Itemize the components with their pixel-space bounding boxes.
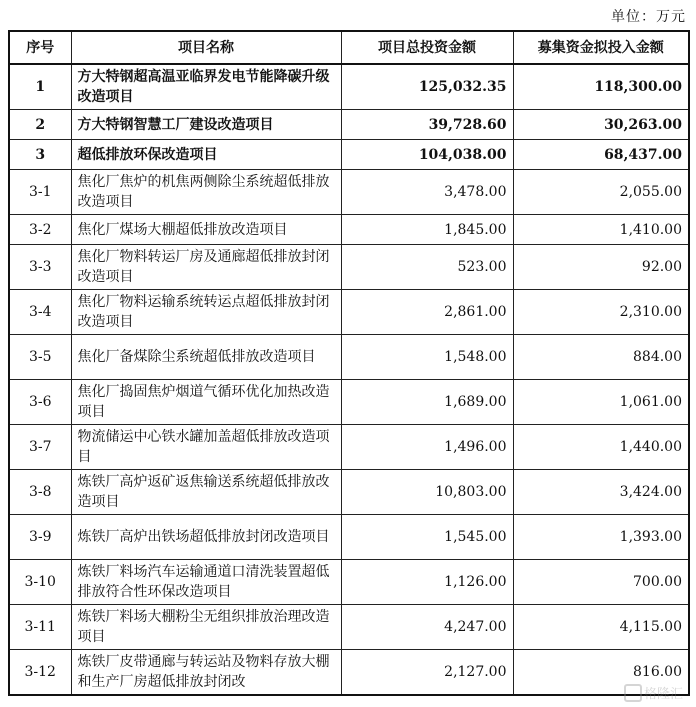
row-total: 1,545.00	[341, 515, 513, 560]
row-name: 焦化厂煤场大棚超低排放改造项目	[71, 215, 341, 245]
row-raised: 68,437.00	[513, 140, 689, 170]
watermark	[624, 683, 688, 701]
row-total: 125,032.35	[341, 64, 513, 110]
unit-label: 单位：万元	[611, 9, 686, 25]
row-name: 炼铁厂皮带通廊与转运站及物料存放大棚和生产厂房超低排放封闭改	[71, 650, 341, 696]
row-no: 2	[9, 110, 71, 140]
row-raised: 92.00	[513, 245, 689, 290]
row-raised: 700.00	[513, 560, 689, 605]
row-name: 超低排放环保改造项目	[71, 140, 341, 170]
table-body	[9, 64, 689, 695]
watermark-text: 格隆汇	[644, 687, 684, 702]
row-no: 3-1	[9, 170, 71, 215]
row-raised: 30,263.00	[513, 110, 689, 140]
row-name: 焦化厂物料转运厂房及通廊超低排放封闭改造项目	[71, 245, 341, 290]
table-row	[9, 64, 689, 110]
row-name: 炼铁厂料场汽车运输通道口清洗装置超低排放符合性环保改造项目	[71, 560, 341, 605]
row-raised: 1,410.00	[513, 215, 689, 245]
row-total: 3,478.00	[341, 170, 513, 215]
row-raised: 1,440.00	[513, 425, 689, 470]
table-row	[9, 140, 689, 170]
row-total: 39,728.60	[341, 110, 513, 140]
row-name: 焦化厂捣固焦炉烟道气循环优化加热改造项目	[71, 380, 341, 425]
investment-table	[8, 30, 690, 696]
row-raised: 1,393.00	[513, 515, 689, 560]
table-row	[9, 215, 689, 245]
header-total: 项目总投资金额	[341, 31, 513, 64]
row-name: 方大特钢智慧工厂建设改造项目	[71, 110, 341, 140]
row-name: 炼铁厂高炉返矿返焦输送系统超低排放改造项目	[71, 470, 341, 515]
watermark-logo-icon	[624, 684, 642, 702]
row-total: 104,038.00	[341, 140, 513, 170]
table-row	[9, 380, 689, 425]
row-name: 炼铁厂高炉出铁场超低排放封闭改造项目	[71, 515, 341, 560]
row-total: 10,803.00	[341, 470, 513, 515]
row-no: 3-12	[9, 650, 71, 696]
row-no: 3-8	[9, 470, 71, 515]
table-row	[9, 425, 689, 470]
table-header-row	[9, 31, 689, 64]
row-raised: 816.00	[513, 650, 689, 696]
row-total: 1,126.00	[341, 560, 513, 605]
row-name: 焦化厂物料运输系统转运点超低排放封闭改造项目	[71, 290, 341, 335]
row-raised: 118,300.00	[513, 64, 689, 110]
row-total: 4,247.00	[341, 605, 513, 650]
table-row	[9, 650, 689, 696]
row-raised: 2,055.00	[513, 170, 689, 215]
row-name: 焦化厂焦炉的机焦两侧除尘系统超低排放改造项目	[71, 170, 341, 215]
row-total: 523.00	[341, 245, 513, 290]
row-no: 3-3	[9, 245, 71, 290]
row-no: 3-5	[9, 335, 71, 380]
row-raised: 884.00	[513, 335, 689, 380]
table-row	[9, 110, 689, 140]
row-no: 3-2	[9, 215, 71, 245]
row-name: 方大特钢超高温亚临界发电节能降碳升级改造项目	[71, 64, 341, 110]
row-raised: 2,310.00	[513, 290, 689, 335]
table-row	[9, 470, 689, 515]
table-row	[9, 170, 689, 215]
header-raised: 募集资金拟投入金额	[513, 31, 689, 64]
table-row	[9, 605, 689, 650]
row-no: 3-10	[9, 560, 71, 605]
header-no: 序号	[9, 31, 71, 64]
table-row	[9, 335, 689, 380]
row-name: 焦化厂备煤除尘系统超低排放改造项目	[71, 335, 341, 380]
row-raised: 4,115.00	[513, 605, 689, 650]
row-no: 3-7	[9, 425, 71, 470]
header-name: 项目名称	[71, 31, 341, 64]
row-name: 物流储运中心铁水罐加盖超低排放改造项目	[71, 425, 341, 470]
row-total: 2,127.00	[341, 650, 513, 696]
table-row	[9, 245, 689, 290]
row-total: 1,548.00	[341, 335, 513, 380]
row-no: 3-11	[9, 605, 71, 650]
row-name: 炼铁厂料场大棚粉尘无组织排放治理改造项目	[71, 605, 341, 650]
row-no: 3-9	[9, 515, 71, 560]
row-raised: 3,424.00	[513, 470, 689, 515]
row-raised: 1,061.00	[513, 380, 689, 425]
row-no: 3	[9, 140, 71, 170]
row-total: 1,496.00	[341, 425, 513, 470]
table-row	[9, 290, 689, 335]
row-no: 3-6	[9, 380, 71, 425]
table-row	[9, 515, 689, 560]
row-no: 3-4	[9, 290, 71, 335]
row-total: 1,689.00	[341, 380, 513, 425]
table-row	[9, 560, 689, 605]
row-total: 2,861.00	[341, 290, 513, 335]
row-no: 1	[9, 64, 71, 110]
row-total: 1,845.00	[341, 215, 513, 245]
